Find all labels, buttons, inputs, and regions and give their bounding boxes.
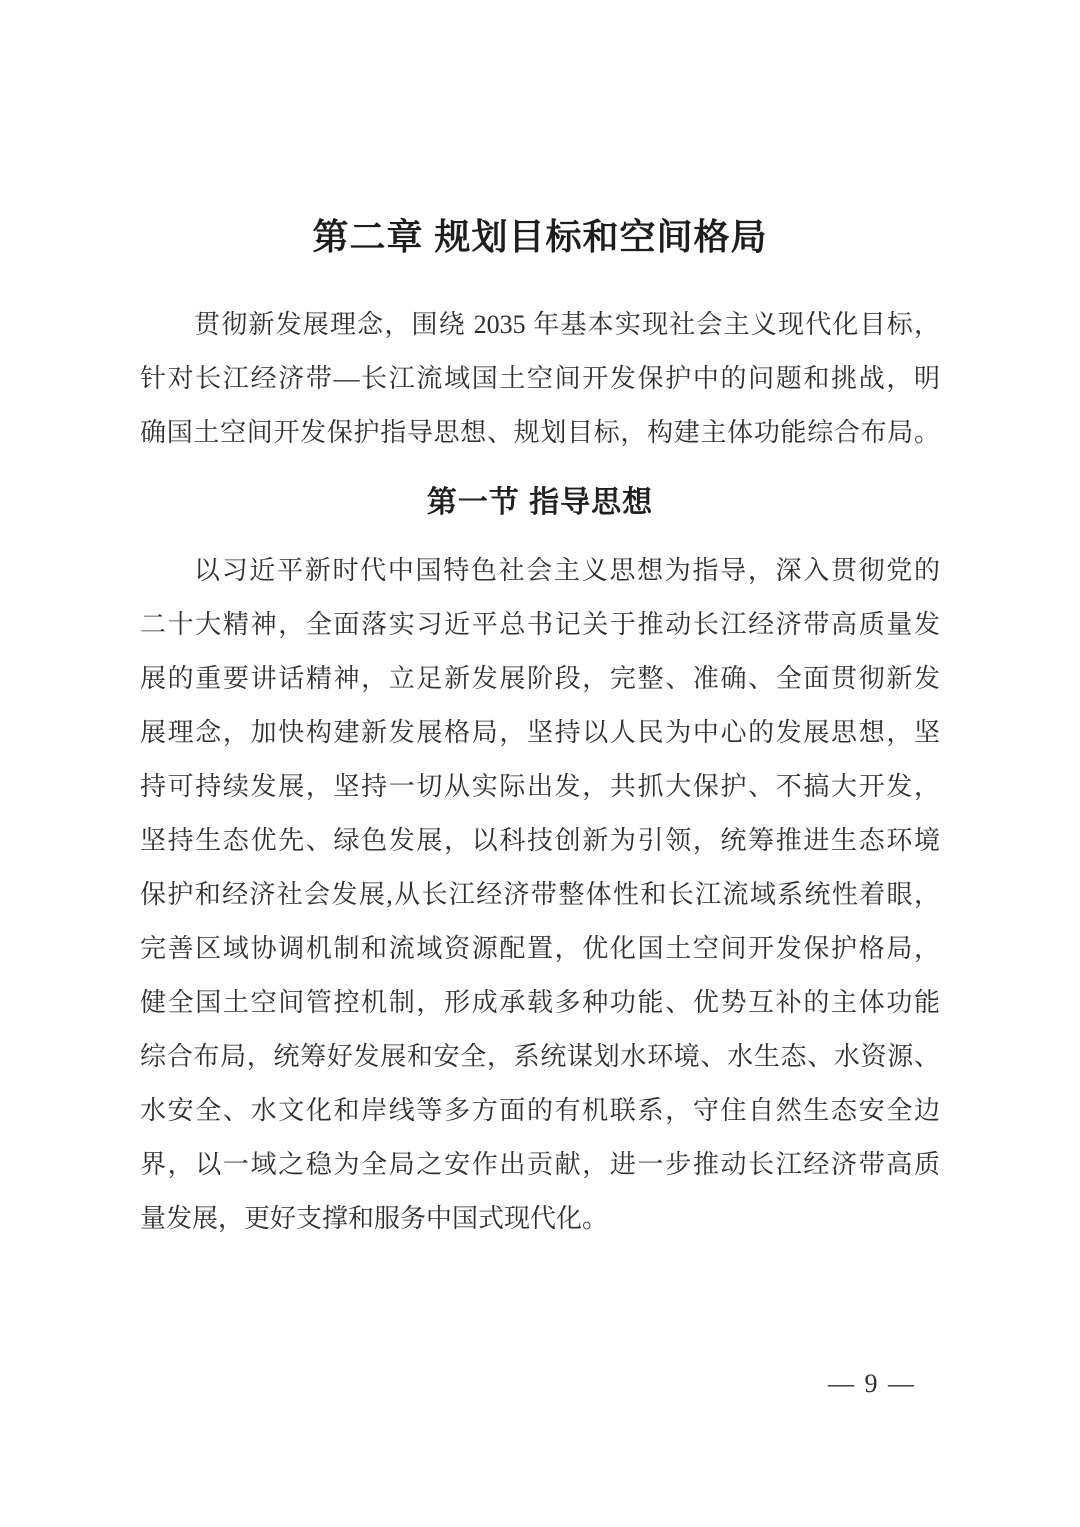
text-line: 以习近平新时代中国特色社会主义思想为指导，深入贯彻党的 (194, 556, 940, 585)
text-line: 完善区域协调机制和流域资源配置，优化国土空间开发保护格局， (140, 934, 940, 963)
text-line: 坚持生态优先、绿色发展，以科技创新为引领，统筹推进生态环境 (140, 826, 940, 855)
text-line: 综合布局，统筹好发展和安全，系统谋划水环境、水生态、水资源、 (140, 1042, 940, 1071)
guiding-ideology-paragraph (140, 544, 940, 1246)
page-content (140, 214, 940, 1399)
section-heading: 第一节 指导思想 (426, 486, 654, 519)
text-line: 持可持续发展，坚持一切从实际出发，共抓大保护、不搞大开发， (140, 772, 940, 801)
text-line: 贯彻新发展理念，围绕 2035 年基本实现社会主义现代化目标， (194, 310, 940, 339)
text-line: 量发展，更好支撑和服务中国式现代化。 (140, 1204, 609, 1233)
text-line: 展理念，加快构建新发展格局，坚持以人民为中心的发展思想，坚 (140, 718, 940, 747)
text-line: 针对长江经济带—长江流域国土空间开发保护中的问题和挑战，明 (140, 364, 940, 393)
text-line: 健全国土空间管控机制，形成承载多种功能、优势互补的主体功能 (140, 988, 940, 1017)
text-line: 二十大精神，全面落实习近平总书记关于推动长江经济带高质量发 (140, 610, 940, 639)
text-line: 展的重要讲话精神，立足新发展阶段，完整、准确、全面贯彻新发 (140, 664, 940, 693)
text-line: 界，以一域之稳为全局之安作出贡献，进一步推动长江经济带高质 (140, 1150, 940, 1179)
page-number: — 9 — (828, 1369, 916, 1398)
text-line: 保护和经济社会发展,从长江经济带整体性和长江流域系统性着眼， (140, 880, 940, 909)
intro-paragraph (140, 298, 940, 460)
text-line: 确国土空间开发保护指导思想、规划目标，构建主体功能综合布局。 (140, 418, 940, 447)
chapter-title: 第二章 规划目标和空间格局 (312, 216, 768, 257)
text-line: 水安全、水文化和岸线等多方面的有机联系，守住自然生态安全边 (140, 1096, 940, 1125)
